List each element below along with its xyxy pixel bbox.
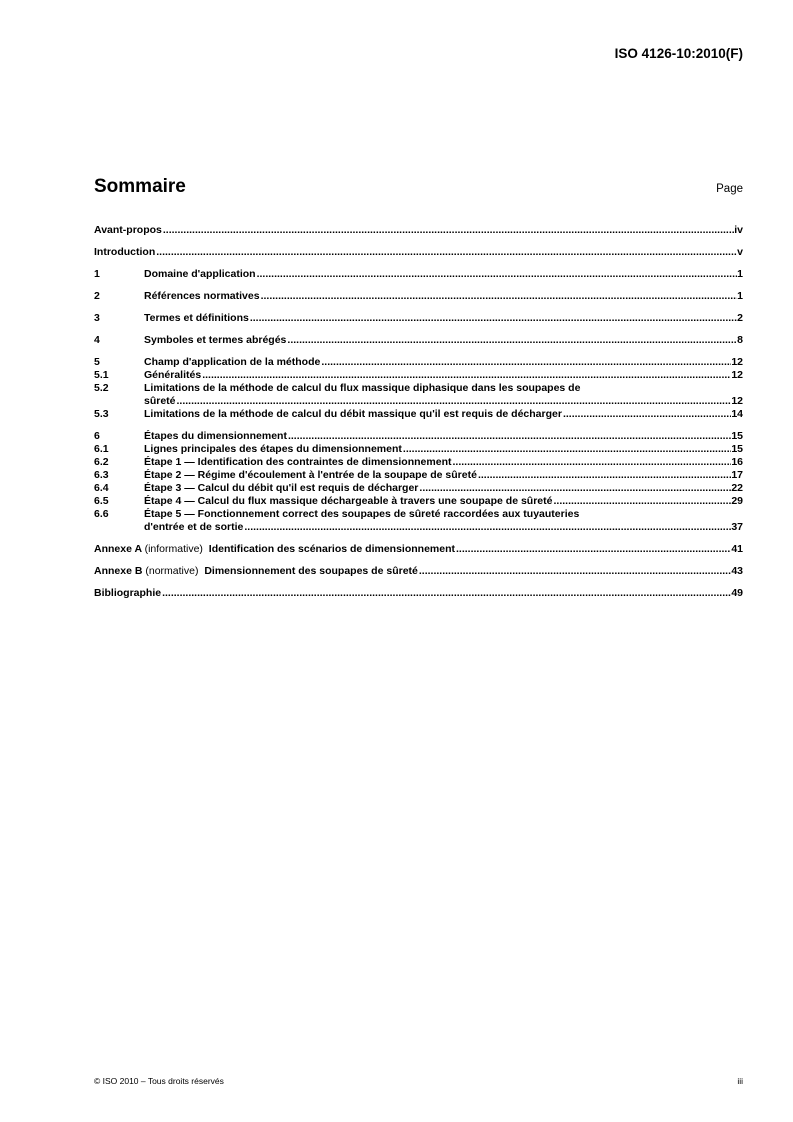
toc-entry-6[interactable]: 6 Étapes du dimensionnement ..... 15 bbox=[94, 430, 743, 443]
annex-title: Identification des scénarios de dimensionnement bbox=[208, 543, 456, 555]
toc-entry-6-6-cont[interactable]: d'entrée et de sortie ..... 37 bbox=[94, 521, 743, 534]
toc-entry-5-1[interactable]: 5.1 Généralités ..... 12 bbox=[94, 369, 743, 382]
toc-entry-avant-propos[interactable]: Avant-propos ..... iv bbox=[94, 224, 743, 237]
toc-entry-5-2-cont[interactable]: sûreté ..... 12 bbox=[94, 395, 743, 408]
toc-entry-5-2[interactable]: 5.2 Limitations de la méthode de calcul du flux massique diphasique dans les soupapes de bbox=[94, 382, 581, 394]
annex-label: Annexe A bbox=[94, 543, 142, 555]
toc-entry-6-2[interactable]: 6.2 Étape 1 — Identification des contraintes de dimensionnement ..... 16 bbox=[94, 456, 743, 469]
toc-entry-3[interactable]: 3 Termes et définitions ..... 2 bbox=[94, 312, 743, 325]
toc-entry-5-3[interactable]: 5.3 Limitations de la méthode de calcul du débit massique qu'il est requis de décharger ..... 14 bbox=[94, 408, 743, 421]
toc-entry-6-6[interactable]: 6.6 Étape 5 — Fonctionnement correct des soupapes de sûreté raccordées aux tuyauteries bbox=[94, 508, 580, 520]
toc-entry-5[interactable]: 5 Champ d'application de la méthode ..... 12 bbox=[94, 356, 743, 369]
toc-entry-introduction[interactable]: Introduction ..... v bbox=[94, 246, 743, 259]
toc-entry-4[interactable]: 4 Symboles et termes abrégés ..... 8 bbox=[94, 334, 743, 347]
toc-entry-bibliographie[interactable]: Bibliographie ..... 49 bbox=[94, 587, 743, 600]
annex-title: Dimensionnement des soupapes de sûreté bbox=[204, 565, 418, 577]
toc-title-row bbox=[94, 176, 743, 198]
toc-entry-6-5[interactable]: 6.5 Étape 4 — Calcul du flux massique déchargeable à travers une soupape de sûreté ..... 29 bbox=[94, 495, 743, 508]
document-reference: ISO 4126-10:2010(F) bbox=[614, 46, 743, 61]
page-column-label: Page bbox=[716, 183, 743, 195]
copyright-notice: © ISO 2010 – Tous droits réservés bbox=[94, 1076, 224, 1086]
toc-entry-2[interactable]: 2 Références normatives ..... 1 bbox=[94, 290, 743, 303]
annex-qualifier: (normative) bbox=[145, 565, 199, 577]
toc-entry-6-3[interactable]: 6.3 Étape 2 — Régime d'écoulement à l'entrée de la soupape de sûreté ..... 17 bbox=[94, 469, 743, 482]
toc-entry-6-4[interactable]: 6.4 Étape 3 — Calcul du débit qu'il est requis de décharger ..... 22 bbox=[94, 482, 743, 495]
toc-entry-annexe-a[interactable]: Annexe A (informative) Identification des scénarios de dimensionnement ..... 41 bbox=[94, 543, 743, 556]
table-of-contents bbox=[94, 224, 743, 600]
toc-entry-annexe-b[interactable]: Annexe B (normative) Dimensionnement des soupapes de sûreté ..... 43 bbox=[94, 565, 743, 578]
page-title: Sommaire bbox=[94, 176, 186, 197]
page-footer bbox=[94, 1076, 743, 1086]
toc-entry-6-1[interactable]: 6.1 Lignes principales des étapes du dimensionnement ..... 15 bbox=[94, 443, 743, 456]
annex-qualifier: (informative) bbox=[144, 543, 203, 555]
page-number: iii bbox=[737, 1076, 743, 1086]
toc-entry-1[interactable]: 1 Domaine d'application ..... 1 bbox=[94, 268, 743, 281]
annex-label: Annexe B bbox=[94, 565, 143, 577]
